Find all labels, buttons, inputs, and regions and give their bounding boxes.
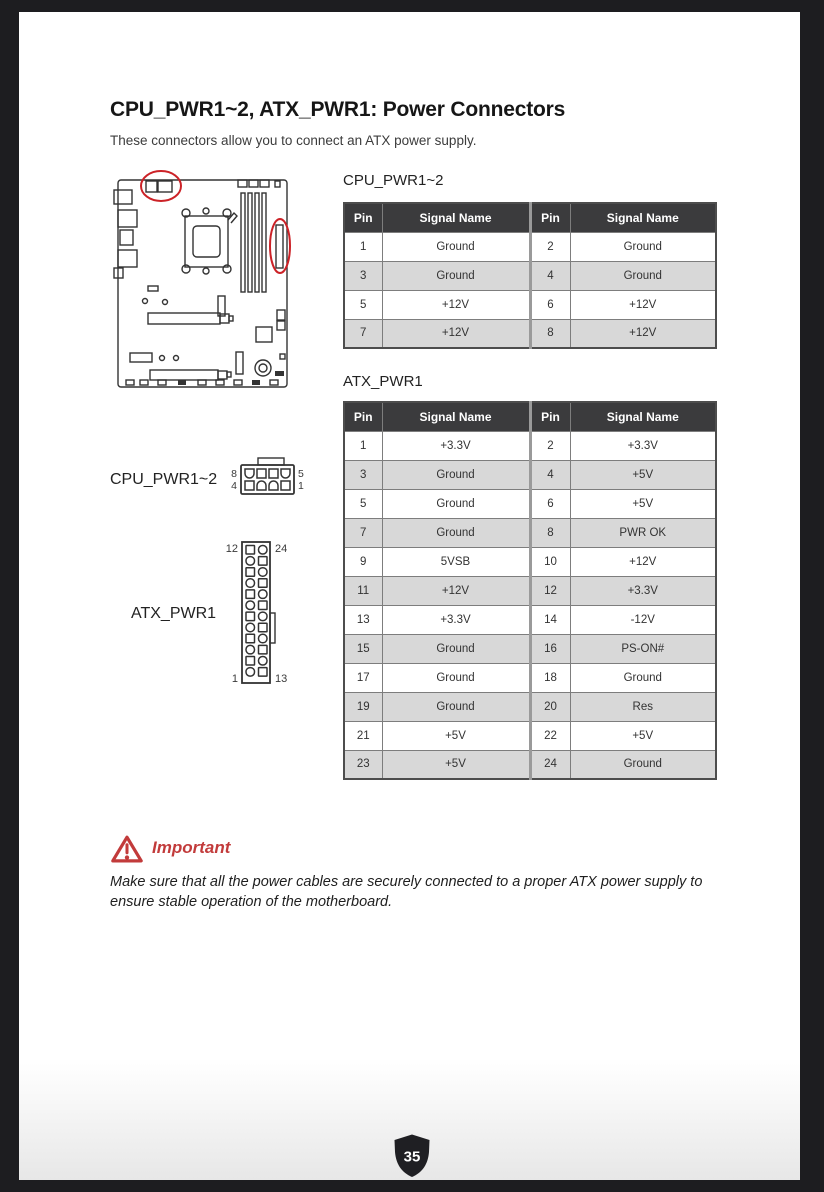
signal-cell: +12V: [382, 290, 530, 319]
atx-pin-shape: [246, 557, 255, 566]
atx-pin-shape: [259, 634, 268, 643]
atx-pin-shape: [259, 557, 268, 566]
atx-pwr-table-caption: ATX_PWR1: [343, 373, 423, 390]
signal-cell: Ground: [382, 663, 530, 692]
pin-cell: 13: [344, 605, 382, 634]
table-row: [344, 721, 716, 750]
column-header-pin: Pin: [344, 203, 382, 232]
atx-pin-shape: [246, 634, 255, 643]
table-row: [344, 431, 716, 460]
signal-cell: Ground: [382, 518, 530, 547]
pin-cell: 17: [344, 663, 382, 692]
pcie-slot-2: [150, 370, 218, 380]
signal-cell: PS-ON#: [570, 634, 716, 663]
atx-pin-shape: [259, 657, 268, 666]
atx-pin-shape: [259, 546, 268, 555]
signal-cell: Ground: [382, 634, 530, 663]
signal-cell: Ground: [382, 232, 530, 261]
pin-cell: 7: [344, 518, 382, 547]
cpu-pwr-pinout-table: [343, 202, 717, 349]
signal-cell: +12V: [382, 576, 530, 605]
signal-cell: Ground: [570, 663, 716, 692]
cpu-socket: [182, 208, 237, 274]
signal-cell: Ground: [570, 750, 716, 779]
manual-page: [19, 12, 800, 1180]
signal-cell: +3.3V: [570, 576, 716, 605]
pin-cell: 24: [530, 750, 570, 779]
column-header-pin: Pin: [530, 203, 570, 232]
table-row: [344, 576, 716, 605]
atx-connector-pin-diagram: [217, 537, 307, 697]
signal-cell: Ground: [382, 261, 530, 290]
table-row: [344, 605, 716, 634]
table-row: [344, 547, 716, 576]
atx-pin-shape: [246, 623, 255, 632]
pin-cell: 8: [530, 319, 570, 348]
signal-cell: +3.3V: [382, 605, 530, 634]
column-header-pin: Pin: [344, 402, 382, 431]
table-row: [344, 489, 716, 518]
warning-triangle-icon: [110, 834, 144, 865]
atx-pin-shape: [259, 612, 268, 621]
atx-power-connector-shape: [276, 225, 283, 268]
dimm-slots: [241, 193, 266, 292]
atx-pin-shape: [246, 590, 255, 599]
signal-cell: Ground: [382, 489, 530, 518]
pin-cell: 18: [530, 663, 570, 692]
table-row: [344, 290, 716, 319]
pin-cell: 22: [530, 721, 570, 750]
atx-pin-shape: [259, 601, 268, 610]
atx-pin-shape: [259, 579, 268, 588]
atx-pin-shape: [259, 590, 268, 599]
atx-pin-shape: [246, 657, 255, 666]
atx-pin-shape: [259, 568, 268, 577]
pin-cell: 5: [344, 290, 382, 319]
atx-pin-shape: [259, 623, 268, 632]
signal-cell: +12V: [570, 290, 716, 319]
pin-cell: 1: [344, 232, 382, 261]
signal-cell: PWR OK: [570, 518, 716, 547]
cpu-power-highlight-ellipse: [141, 171, 181, 201]
pin-cell: 12: [530, 576, 570, 605]
signal-cell: +5V: [570, 489, 716, 518]
cpu-pin4-number: 4: [231, 480, 237, 492]
signal-cell: -12V: [570, 605, 716, 634]
column-header-signal: Signal Name: [382, 402, 530, 431]
pin-cell: 23: [344, 750, 382, 779]
pin-cell: 3: [344, 261, 382, 290]
column-header-pin: Pin: [530, 402, 570, 431]
atx-pin-shape: [246, 612, 255, 621]
atx-connector-label: ATX_PWR1: [131, 605, 217, 622]
atx-pin-shape: [246, 645, 255, 654]
pin-cell: 1: [344, 431, 382, 460]
signal-cell: +5V: [570, 721, 716, 750]
cpu-pin1-number: 1: [298, 480, 304, 492]
pin-cell: 19: [344, 692, 382, 721]
page-number: 35: [403, 1148, 421, 1166]
atx-pin-shape: [246, 546, 255, 555]
atx-pin-shape: [259, 645, 268, 654]
column-header-signal: Signal Name: [382, 203, 530, 232]
atx-pin-shape: [246, 568, 255, 577]
pin-cell: 4: [530, 261, 570, 290]
page-title: CPU_PWR1~2, ATX_PWR1: Power Connectors: [110, 98, 566, 121]
signal-cell: +3.3V: [570, 431, 716, 460]
pin-cell: 5: [344, 489, 382, 518]
table-row: [344, 261, 716, 290]
pin-cell: 6: [530, 489, 570, 518]
bottom-headers: [126, 380, 278, 385]
cpu-connector-label: CPU_PWR1~2: [110, 471, 218, 488]
pin-cell: 7: [344, 319, 382, 348]
table-row: [344, 692, 716, 721]
atx-pin-shape: [246, 668, 255, 677]
table-row: [344, 518, 716, 547]
pin-cell: 4: [530, 460, 570, 489]
atx-pin-shape: [246, 579, 255, 588]
column-header-signal: Signal Name: [570, 402, 716, 431]
signal-cell: +12V: [382, 319, 530, 348]
signal-cell: Ground: [570, 232, 716, 261]
pin-cell: 10: [530, 547, 570, 576]
pin-cell: 14: [530, 605, 570, 634]
cpu-pin5-number: 5: [298, 468, 304, 480]
table-row: [344, 319, 716, 348]
pin-cell: 15: [344, 634, 382, 663]
pin-cell: 3: [344, 460, 382, 489]
pin-cell: 8: [530, 518, 570, 547]
motherboard-diagram: [112, 168, 295, 395]
column-header-signal: Signal Name: [570, 203, 716, 232]
important-text: Make sure that all the power cables are securely connected to a proper ATX power supply to ensure stable operation of the motherboard.: [110, 874, 703, 911]
pin-cell: 9: [344, 547, 382, 576]
atx-pin1-number: 1: [231, 673, 238, 685]
table-row: [344, 634, 716, 663]
signal-cell: 5VSB: [382, 547, 530, 576]
page-subtitle: These connectors allow you to connect an ATX power supply.: [110, 133, 477, 148]
atx-pin13-number: 13: [275, 673, 288, 685]
table-row: [344, 232, 716, 261]
pin-cell: 2: [530, 431, 570, 460]
atx-pin-shape: [246, 601, 255, 610]
pin-cell: 16: [530, 634, 570, 663]
cpu-pin8-number: 8: [231, 468, 237, 480]
signal-cell: +5V: [382, 721, 530, 750]
atx-pin12-number: 12: [225, 543, 238, 555]
cmos-battery: [255, 360, 271, 376]
cpu-connector-pin-diagram: [222, 455, 317, 503]
pin-cell: 6: [530, 290, 570, 319]
signal-cell: Ground: [382, 460, 530, 489]
signal-cell: +12V: [570, 319, 716, 348]
pin-cell: 21: [344, 721, 382, 750]
signal-cell: Res: [570, 692, 716, 721]
table-row: [344, 460, 716, 489]
pin-cell: 20: [530, 692, 570, 721]
signal-cell: +12V: [570, 547, 716, 576]
signal-cell: +5V: [570, 460, 716, 489]
important-heading: Important: [152, 838, 231, 857]
cpu-pwr-table-caption: CPU_PWR1~2: [343, 172, 444, 189]
shield-page-badge: [389, 1133, 435, 1178]
pin-cell: 2: [530, 232, 570, 261]
signal-cell: +3.3V: [382, 431, 530, 460]
atx-pwr-pinout-table: [343, 401, 717, 780]
table-row: [344, 663, 716, 692]
signal-cell: Ground: [382, 692, 530, 721]
signal-cell: +5V: [382, 750, 530, 779]
atx-pin-shape: [259, 668, 268, 677]
signal-cell: Ground: [570, 261, 716, 290]
table-row: [344, 750, 716, 779]
atx-pin24-number: 24: [275, 543, 288, 555]
pcie-slot: [148, 313, 220, 324]
pin-cell: 11: [344, 576, 382, 605]
